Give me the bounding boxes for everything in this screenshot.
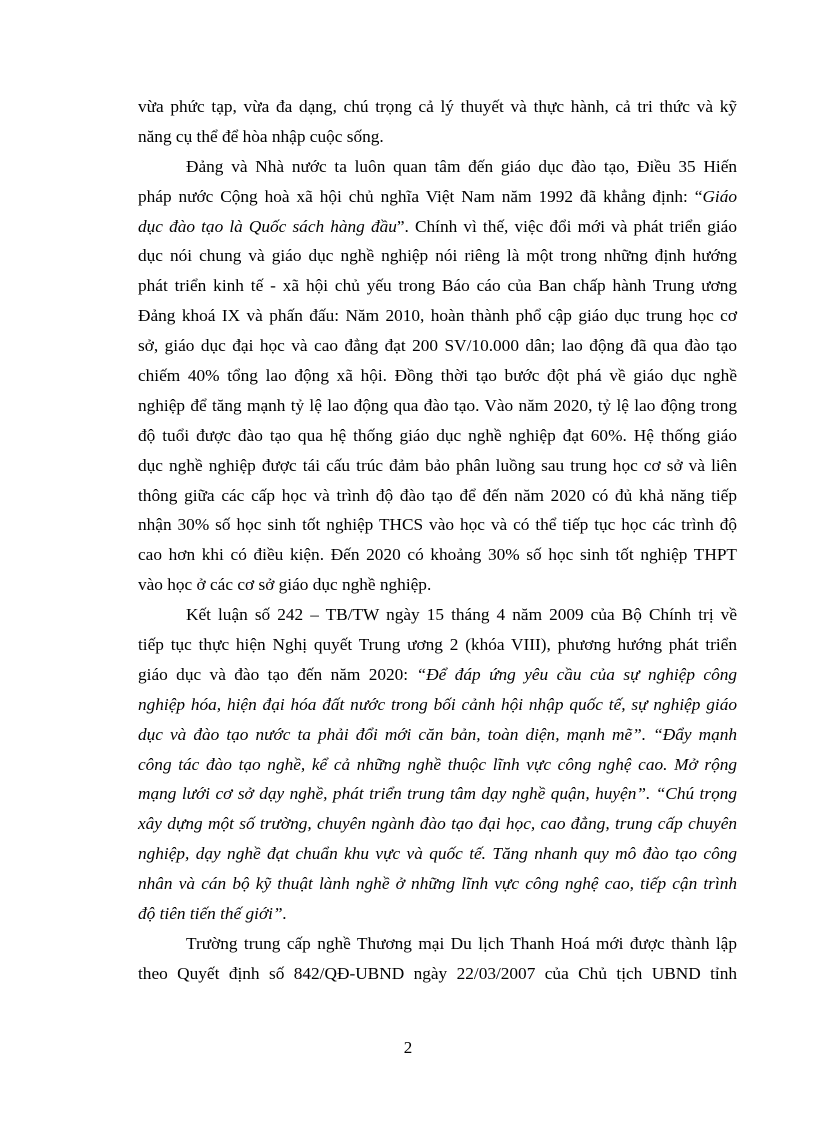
text-run: tiếp tục thực hiện Nghị quyết Trung ương 2 (khóa VIII), phương hướng phát triển <box>138 635 737 655</box>
italic-text-run: dục đào tạo là Quốc sách hàng đầu <box>138 216 397 236</box>
text-line <box>138 361 737 391</box>
italic-text-run: nghiệp, dạy nghề đạt chuẩn khu vực và quốc tế. Tăng nhanh quy mô đào tạo công <box>138 844 737 864</box>
text-run: sở, giáo dục đại học và cao đẳng đạt 200 SV/10.000 dân; lao động đã qua đào tạo <box>138 336 737 356</box>
text-run: nghiệp để tăng mạnh tỷ lệ lao động qua đào tạo. Vào năm 2020, tỷ lệ lao động trong <box>138 395 737 415</box>
text-line <box>138 899 737 929</box>
text-line <box>138 122 737 152</box>
text-run: Đảng và Nhà nước ta luôn quan tâm đến giáo dục đào tạo, Điều 35 Hiến <box>186 156 737 176</box>
text-run: giáo dục và đào tạo đến năm 2020: <box>138 664 417 684</box>
text-line <box>138 451 737 481</box>
text-line <box>138 959 737 989</box>
text-line <box>138 809 737 839</box>
italic-text-run: mạng lưới cơ sở dạy nghề, phát triển trung tâm dạy nghề quận, huyện”. “Chú trọng <box>138 784 737 804</box>
text-run: ”. Chính vì thế, việc đổi mới và phát triển giáo <box>396 216 737 236</box>
text-run: độ tuổi được đào tạo qua hệ thống giáo dục nghề nghiệp đạt 60%. Hệ thống giáo <box>138 425 737 445</box>
italic-text-run: nhân và cán bộ kỹ thuật lành nghề ở những lĩnh vực công nghệ cao, tiếp cận trình <box>138 874 737 894</box>
body-text <box>138 92 737 989</box>
text-line <box>138 600 737 630</box>
italic-text-run: Giáo <box>702 186 737 206</box>
text-run: vào học ở các cơ sở giáo dục nghề nghiệp. <box>138 575 432 595</box>
text-line <box>138 212 737 242</box>
text-run: Kết luận số 242 – TB/TW ngày 15 tháng 4 năm 2009 của Bộ Chính trị về <box>186 605 737 625</box>
text-line <box>138 301 737 331</box>
text-run: nhận 30% số học sinh tốt nghiệp THCS vào học và có thể tiếp tục học các trình độ <box>138 515 737 535</box>
text-run: pháp nước Cộng hoà xã hội chủ nghĩa Việt Nam năm 1992 đã khẳng định: “ <box>138 186 703 206</box>
text-run: chiếm 40% tổng lao động xã hội. Đồng thời tạo bước đột phá về giáo dục nghề <box>138 366 737 386</box>
italic-text-run: nghiệp hóa, hiện đại hóa đất nước trong bối cảnh hội nhập quốc tế, sự nghiệp giáo <box>138 694 737 714</box>
text-run: cao hơn khi có điều kiện. Đến 2020 có khoảng 30% số học sinh tốt nghiệp THPT <box>138 545 737 565</box>
text-line <box>138 839 737 869</box>
text-line <box>138 481 737 511</box>
text-line <box>138 929 737 959</box>
italic-text-run: độ tiên tiến thế giới”. <box>138 904 287 924</box>
text-run: Đảng khoá IX và phấn đấu: Năm 2010, hoàn thành phổ cập giáo dục trung học cơ <box>138 306 737 326</box>
text-line <box>138 510 737 540</box>
text-run: dục nói chung và giáo dục nghề nghiệp nói riêng là một trong những định hướng <box>138 246 737 266</box>
text-run: vừa phức tạp, vừa đa dạng, chú trọng cả lý thuyết và thực hành, cả tri thức và kỹ <box>138 97 737 116</box>
text-line <box>138 720 737 750</box>
text-line <box>138 92 737 122</box>
text-line <box>138 271 737 301</box>
italic-text-run: công tác đào tạo nghề, kể cả những nghề thuộc lĩnh vực công nghệ cao. Mở rộng <box>138 754 737 774</box>
page-number: 2 <box>403 1038 413 1057</box>
text-line <box>138 690 737 720</box>
text-line <box>138 869 737 899</box>
text-run: thông giữa các cấp học và trình độ đào tạo để đến năm 2020 có đủ khả năng tiếp <box>138 485 737 505</box>
text-line <box>138 241 737 271</box>
text-line <box>138 630 737 660</box>
italic-text-run: “Để đáp ứng yêu cầu của sự nghiệp công <box>416 664 737 684</box>
text-line <box>138 182 737 212</box>
text-run: Trường trung cấp nghề Thương mại Du lịch Thanh Hoá mới được thành lập <box>186 933 737 953</box>
italic-text-run: dục và đào tạo nước ta phải đổi mới căn bản, toàn diện, mạnh mẽ”. “Đẩy mạnh <box>138 724 737 744</box>
text-line <box>138 779 737 809</box>
text-line <box>138 331 737 361</box>
text-run: theo Quyết định số 842/QĐ-UBND ngày 22/03/2007 của Chủ tịch UBND tỉnh <box>138 963 737 983</box>
text-line <box>138 660 737 690</box>
text-run: dục nghề nghiệp được tái cấu trúc đảm bảo phân luồng sau trung học cơ sở và liên <box>138 455 737 475</box>
text-line <box>138 152 737 182</box>
text-line <box>138 421 737 451</box>
text-run: phát triển kinh tế - xã hội chủ yếu trong Báo cáo của Ban chấp hành Trung ương <box>138 276 737 296</box>
italic-text-run: xây dựng một số trường, chuyên ngành đào tạo đại học, cao đẳng, trung cấp chuyên <box>138 814 737 834</box>
text-line <box>138 540 737 570</box>
text-line <box>138 750 737 780</box>
text-line <box>138 570 737 600</box>
text-line <box>138 391 737 421</box>
text-run: năng cụ thể để hòa nhập cuộc sống. <box>138 126 384 146</box>
